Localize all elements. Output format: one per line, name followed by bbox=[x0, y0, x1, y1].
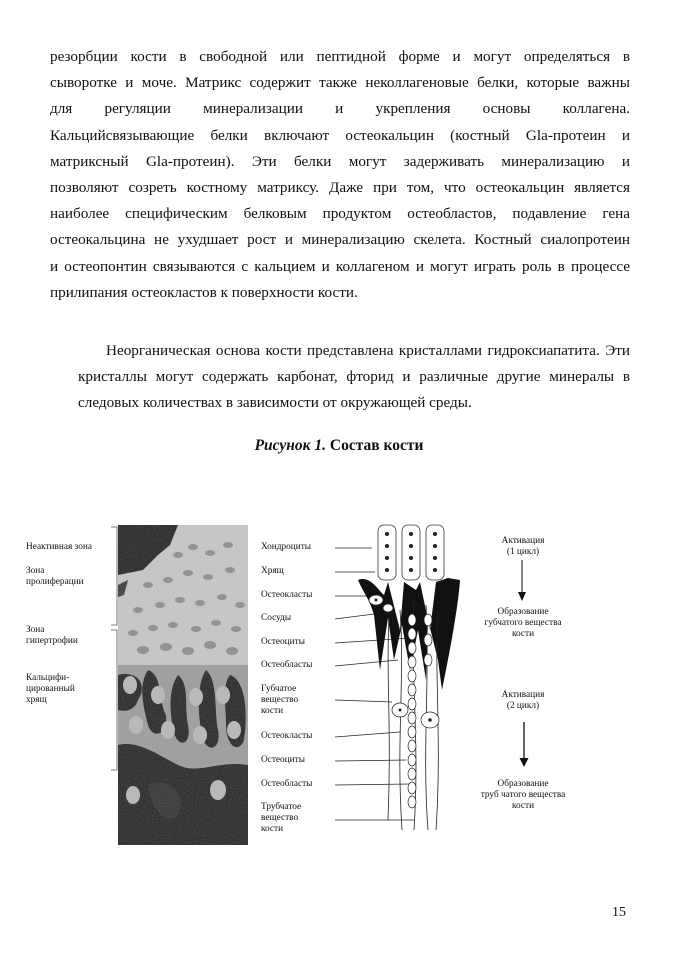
label-spongy-bone-3: кости bbox=[261, 706, 284, 716]
zone-label-inactive: Неактивная зона bbox=[26, 542, 92, 552]
result-1-line2: губчатого вещества bbox=[484, 618, 562, 628]
activation-2-label bbox=[498, 690, 548, 712]
activation-2-title: Активация bbox=[501, 690, 545, 700]
label-osteoclasts-1: Остеокласты bbox=[261, 590, 313, 600]
text-line: Неорганическая основа кости представлена кристаллами гидроксиапатита. Эти bbox=[106, 342, 630, 359]
text-line: остеокальцина не ухудшает рост и минерализацию скелета. Костный сиалопротеин bbox=[50, 231, 630, 249]
activation-2-cycle: (2 цикл) bbox=[506, 701, 540, 711]
arrow-down-2-icon bbox=[518, 722, 530, 768]
text-line: и остеопонтин связываются с кальцием и коллагеном и могут играть роль в процессе bbox=[50, 257, 630, 275]
text-line: кристаллы могут содержать карбонат, фторид и различные другие минералы в bbox=[78, 368, 630, 386]
label-cartilage: Хрящ bbox=[261, 566, 284, 576]
text-line: сыворотке и моче. Матрикс содержит также неколлагеновые белки, которые важны bbox=[50, 74, 630, 92]
zone-label-calcified-1: Кальцифи- bbox=[26, 673, 70, 683]
arrow-down-1-icon bbox=[516, 560, 528, 602]
text-line: следовых количествах в зависимости от окружающей среды. bbox=[78, 394, 472, 412]
zone-label-proliferation-1: Зона bbox=[26, 566, 45, 576]
body-paragraph-1 bbox=[50, 44, 630, 306]
bone-composition-figure bbox=[0, 500, 678, 860]
text-line: наиболее специфическим белковым продуктом остеобластов, подавление гена bbox=[50, 205, 630, 223]
label-osteocytes-1: Остеоциты bbox=[261, 637, 305, 647]
zone-label-calcified-2: цированный bbox=[26, 684, 75, 694]
label-spongy-bone-2: вещество bbox=[261, 695, 299, 705]
text-line-justified: для регуляции минерализации и укрепления основы коллагена. bbox=[50, 100, 630, 118]
body-paragraph-2 bbox=[50, 338, 630, 417]
figure-caption bbox=[0, 437, 678, 455]
label-vessels: Сосуды bbox=[261, 613, 292, 623]
text-line: прилипания остеокластов к поверхности кости. bbox=[50, 283, 358, 301]
label-osteoblasts-2: Остеобласты bbox=[261, 779, 313, 789]
activation-1-cycle: (1 цикл) bbox=[506, 547, 540, 557]
activation-1-label bbox=[498, 536, 548, 558]
zone-label-hypertrophy-2: гипертрофии bbox=[26, 636, 78, 646]
zone-label-hypertrophy-1: Зона bbox=[26, 625, 45, 635]
activation-1-title: Активация bbox=[501, 536, 545, 546]
label-tubular-bone-1: Трубчатое bbox=[261, 802, 302, 812]
result-1-line3: кости bbox=[511, 629, 535, 639]
histology-micrograph bbox=[118, 525, 248, 845]
result-1-label bbox=[475, 607, 571, 640]
caption-text: Состав кости bbox=[326, 437, 424, 454]
result-2-line3: кости bbox=[511, 801, 535, 811]
text-line bbox=[50, 96, 630, 122]
result-2-line1: Образование bbox=[497, 779, 549, 789]
text-line: Кальцийсвязывающие белки включают остеокальцин (костный Gla-протеин и bbox=[50, 126, 630, 144]
text-line: матриксный Gla-протеин). Эти белки могут задерживать минерализацию и bbox=[50, 152, 630, 170]
label-osteocytes-2: Остеоциты bbox=[261, 755, 305, 765]
text-line: резорбции кости в свободной или пептидной форме и могут определяться в bbox=[50, 48, 630, 65]
label-spongy-bone-1: Губчатое bbox=[261, 684, 297, 694]
bone-schematic-drawing bbox=[330, 520, 470, 850]
caption-prefix: Рисунок 1. bbox=[254, 437, 327, 454]
label-tubular-bone-3: кости bbox=[261, 824, 284, 834]
page-number: 15 bbox=[612, 905, 626, 920]
zone-label-proliferation-2: пролиферации bbox=[26, 577, 84, 587]
text-line: позволяют созреть костному матриксу. Даже при том, что остеокальцин является bbox=[50, 179, 630, 197]
result-2-label bbox=[470, 779, 576, 812]
result-2-line2: труб чатого вещества bbox=[480, 790, 566, 800]
label-tubular-bone-2: вещество bbox=[261, 813, 299, 823]
label-osteoclasts-2: Остеокласты bbox=[261, 731, 313, 741]
label-osteoblasts-1: Остеобласты bbox=[261, 660, 313, 670]
zone-label-calcified-3: хрящ bbox=[26, 695, 47, 705]
result-1-line1: Образование bbox=[497, 607, 549, 617]
label-chondrocytes: Хондроциты bbox=[261, 542, 312, 552]
